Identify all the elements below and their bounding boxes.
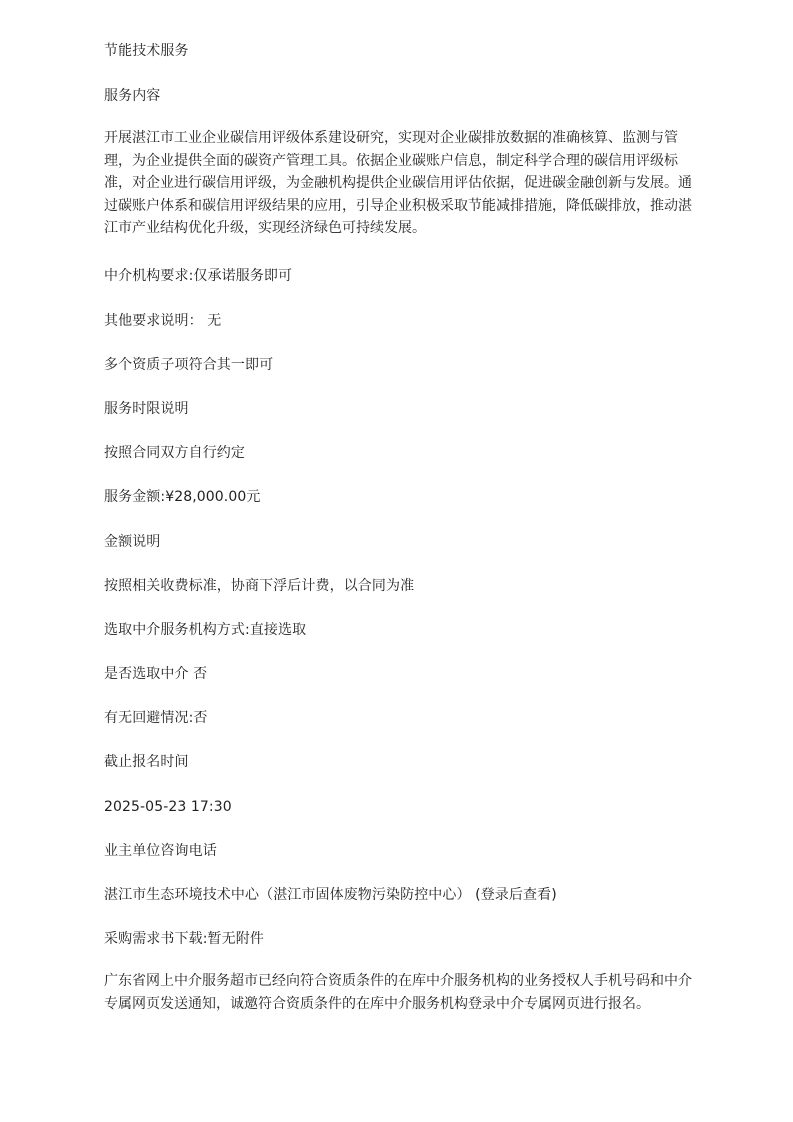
page-title: 节能技术服务 (104, 43, 189, 59)
avoidance: 有无回避情况:否 (104, 710, 208, 726)
selection-method: 选取中介服务机构方式:直接选取 (104, 622, 307, 638)
contact-label: 业主单位咨询电话 (104, 843, 217, 859)
amount-note-label: 金额说明 (104, 534, 161, 550)
notice-text: 广东省网上中介服务超市已经向符合资质条件的在库中介服务机构的业务授权人手机号码和中介专属网页发送通知，诚邀符合资质条件的在库中介服务机构登录中介专属网页进行报名。 (104, 973, 692, 1012)
service-content-label: 服务内容 (104, 88, 161, 104)
agency-requirement: 中介机构要求:仅承诺服务即可 (104, 268, 293, 284)
contact-text: 湛江市生态环境技术中心（湛江市固体废物污染防控中心） (登录后查看) (104, 887, 557, 903)
download-info: 采购需求书下载:暂无附件 (104, 931, 264, 947)
other-requirement: 其他要求说明： 无 (104, 313, 222, 329)
qualification-note: 多个资质子项符合其一即可 (104, 357, 274, 373)
deadline-label: 截止报名时间 (104, 754, 189, 770)
service-time-label: 服务时限说明 (104, 401, 189, 417)
select-agency: 是否选取中介 否 (104, 666, 208, 682)
deadline-value: 2025-05-23 17:30 (104, 799, 232, 815)
service-time-text: 按照合同双方自行约定 (104, 445, 245, 461)
amount-note-text: 按照相关收费标准，协商下浮后计费，以合同为准 (104, 578, 415, 594)
service-amount: 服务金额:¥28,000.00元 (104, 489, 261, 505)
service-content-text: 开展湛江市工业企业碳信用评级体系建设研究，实现对企业碳排放数据的准确核算、监测与管理，为企业提供全面的碳资产管理工具。依据企业碳账户信息，制定科学合理的碳信用评级标准，对企业进行碳信用评级，为金融机构提供企业碳信用评估依据，促进碳金融创新与发展。通过碳账户体系和碳信用评级结果的应用，引导企业积极采取节能减排措施，降低碳排放，推动湛江市产业结构优化升级，实现经济绿色可持续发展。 (104, 130, 692, 237)
